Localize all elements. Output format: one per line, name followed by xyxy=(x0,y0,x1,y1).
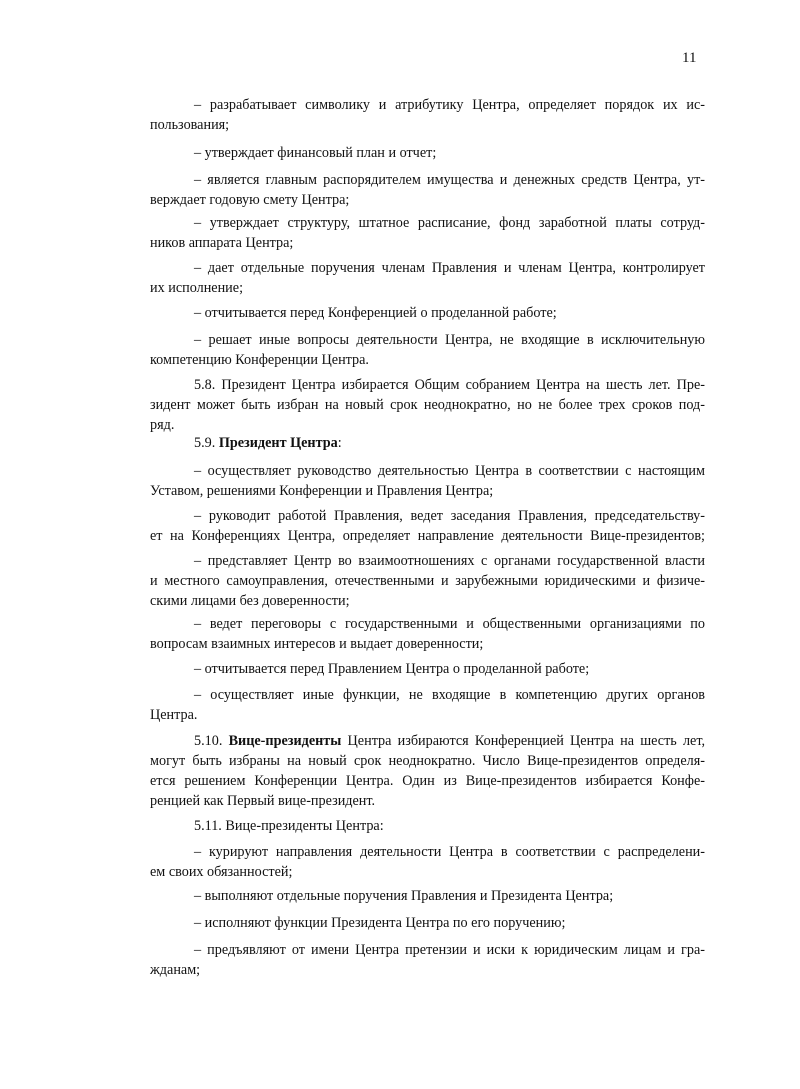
text-line: верждает годовую смету Центра; xyxy=(150,192,350,208)
text-line: – разрабатывает символику и атрибутику Центра, определяет порядок их ис- xyxy=(194,97,705,113)
text-line: – исполняют функции Президента Центра по его поручению; xyxy=(194,915,566,931)
text-line: скими лицами без доверенности; xyxy=(150,593,350,609)
text-line: – дает отдельные поручения членам Правления и членам Центра, контролирует xyxy=(194,260,705,276)
text-line: ренцией как Первый вице-президент. xyxy=(150,793,376,809)
text-line: компетенцию Конференции Центра. xyxy=(150,352,369,368)
text-line: – выполняют отдельные поручения Правления и Президента Центра; xyxy=(194,888,614,904)
text-line: – предъявляют от имени Центра претензии и иски к юридическим лицам и гра- xyxy=(194,942,705,958)
text-run: : xyxy=(337,435,342,451)
text-line: ет на Конференциях Центра, определяет направление деятельности Вице-президентов; xyxy=(150,528,705,544)
text-run: Центра избираются Конференцией Центра на шесть лет, xyxy=(341,733,705,749)
page-number: 11 xyxy=(682,50,697,66)
text-line: – руководит работой Правления, ведет заседания Правления, председательству- xyxy=(194,508,705,524)
text-line: – ведет переговоры с государственными и общественными организациями по xyxy=(194,616,705,632)
text-line: Центра. xyxy=(150,707,198,723)
text-line: вопросам взаимных интересов и выдает доверенности; xyxy=(150,636,484,652)
text-line: – решает иные вопросы деятельности Центра, не входящие в исключительную xyxy=(194,332,705,348)
text-run: 5.9. xyxy=(194,435,219,451)
text-line: – утверждает финансовый план и отчет; xyxy=(194,145,437,161)
bold-term: Президент Центра xyxy=(218,435,338,451)
section-heading-5-10 xyxy=(194,731,705,751)
text-line: – осуществляет руководство деятельностью Центра в соответствии с настоящим xyxy=(194,463,705,479)
text-run: 5.10. xyxy=(194,733,229,749)
text-line: ется решением Конференции Центра. Один из Вице-президентов избирается Конфе- xyxy=(150,773,705,789)
text-line: ем своих обязанностей; xyxy=(150,864,293,880)
text-line: и местного самоуправления, отечественными и зарубежными юридическими и физиче- xyxy=(150,573,705,589)
text-line: – курируют направления деятельности Центра в соответствии с распределени- xyxy=(194,844,705,860)
text-line: – осуществляет иные функции, не входящие в компетенцию других органов xyxy=(194,687,705,703)
text-line: – является главным распорядителем имущества и денежных средств Центра, ут- xyxy=(194,172,705,188)
text-line: – утверждает структуру, штатное расписание, фонд заработной платы сотруд- xyxy=(194,215,705,231)
bold-term: Вице-президенты xyxy=(228,733,342,749)
text-line: 5.11. Вице-президенты Центра: xyxy=(194,818,384,834)
text-line: 5.8. Президент Центра избирается Общим собранием Центра на шесть лет. Пре- xyxy=(194,377,705,393)
text-line: зидент может быть избран на новый срок неоднократно, но не более трех сроков под- xyxy=(150,397,705,413)
text-line: – представляет Центр во взаимоотношениях с органами государственной власти xyxy=(194,553,705,569)
text-line: могут быть избраны на новый срок неоднократно. Число Вице-президентов определя- xyxy=(150,753,705,769)
section-heading-5-9 xyxy=(194,433,705,453)
text-line: жданам; xyxy=(150,962,201,978)
text-line: – отчитывается перед Правлением Центра о проделанной работе; xyxy=(194,661,590,677)
text-line: – отчитывается перед Конференцией о проделанной работе; xyxy=(194,305,557,321)
text-line: пользования; xyxy=(150,117,230,133)
text-line: Уставом, решениями Конференции и Правления Центра; xyxy=(150,483,494,499)
text-line: ников аппарата Центра; xyxy=(150,235,294,251)
text-line: их исполнение; xyxy=(150,280,244,296)
text-line: ряд. xyxy=(150,417,175,433)
